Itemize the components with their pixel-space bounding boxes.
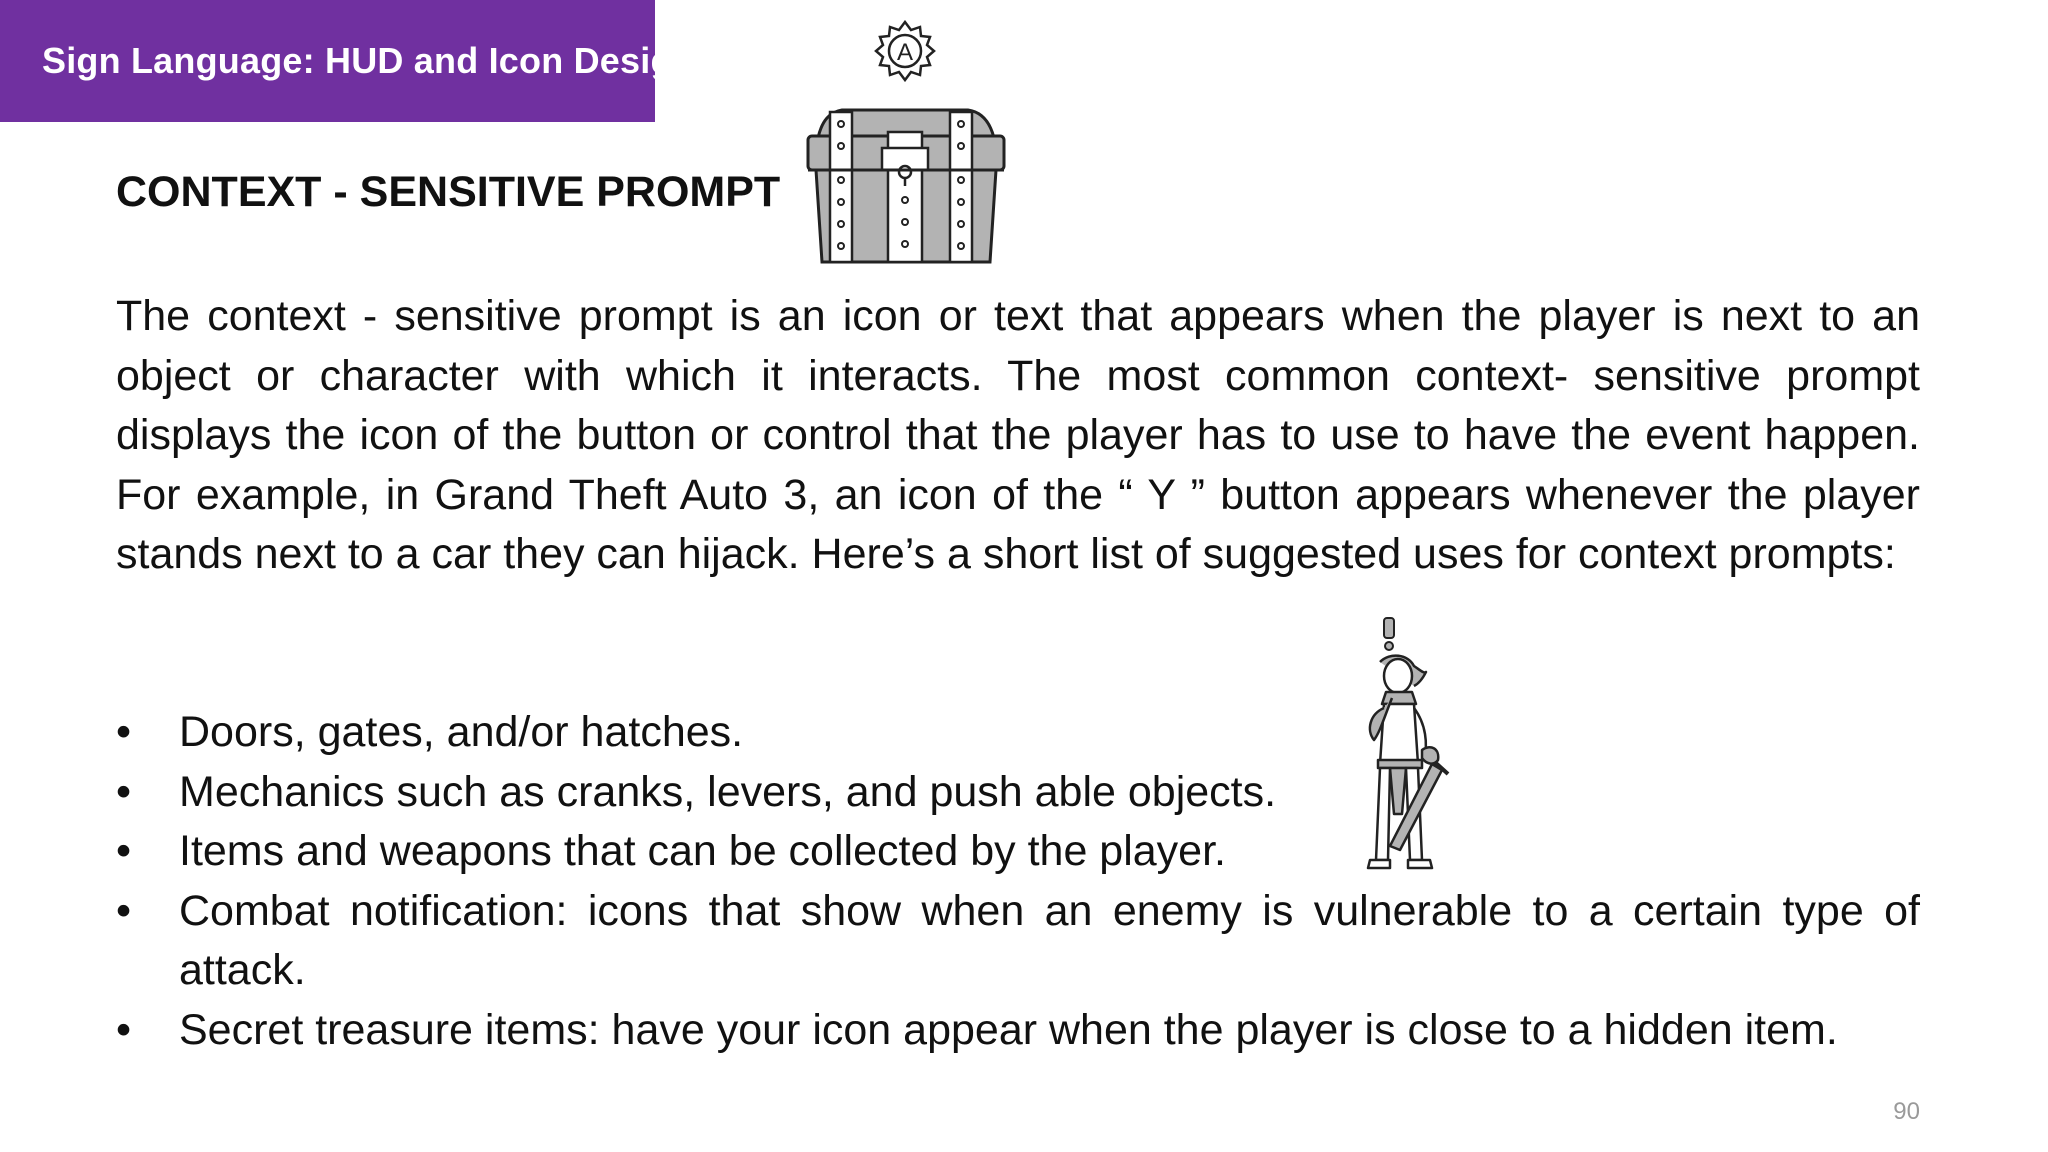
bullet-marker: • <box>116 1005 132 1054</box>
list-item-text: Secret treasure items: have your icon appear when the player is close to a hidden item. <box>179 1005 1838 1054</box>
list-item-text: Doors, gates, and/or hatches. <box>179 708 744 756</box>
body-paragraph: The context - sensitive prompt is an icon or text that appears when the player is next to an object or character with which it interacts. The most common context- sensitive prompt displays the icon of the button or control that the player has to use to have the event happen. For example, in Grand Theft Auto 3, an icon of the “ Y ” button appears whenever the player stands next to a car they can hijack. Here’s a short list of suggested uses for context prompts: <box>116 292 1920 578</box>
button-prompt-icon <box>876 22 934 80</box>
slide-title-band <box>0 0 695 122</box>
slide-title: Sign Language: HUD and Icon Design <box>42 40 695 81</box>
page-number: 90 <box>1893 1098 1920 1125</box>
bullet-marker: • <box>116 886 132 935</box>
suggested-uses-list <box>116 703 1920 1060</box>
bullet-marker: • <box>116 708 132 756</box>
list-item-text: Mechanics such as cranks, levers, and push able objects. <box>179 767 1277 816</box>
section-heading: CONTEXT - SENSITIVE PROMPT <box>116 168 781 216</box>
bullet-marker: • <box>116 827 132 875</box>
prompt-letter: A <box>896 39 914 66</box>
list-item-text: Combat notification: icons that show when an enemy is vulnerable to a certain type of attack. <box>179 886 1920 994</box>
bullet-marker: • <box>116 767 132 816</box>
list-item <box>116 1001 1920 1061</box>
exclamation-icon <box>1384 618 1394 650</box>
list-item <box>116 763 1920 823</box>
knight-character-illustration <box>1340 614 1460 874</box>
chest-icon <box>808 110 1004 262</box>
knight-figure <box>1368 656 1448 868</box>
list-item <box>116 882 1920 1001</box>
list-item-text: Items and weapons that can be collected by the player. <box>179 827 1226 875</box>
list-item <box>116 822 1920 882</box>
list-item <box>116 703 1920 763</box>
treasure-chest-illustration <box>800 20 1010 270</box>
